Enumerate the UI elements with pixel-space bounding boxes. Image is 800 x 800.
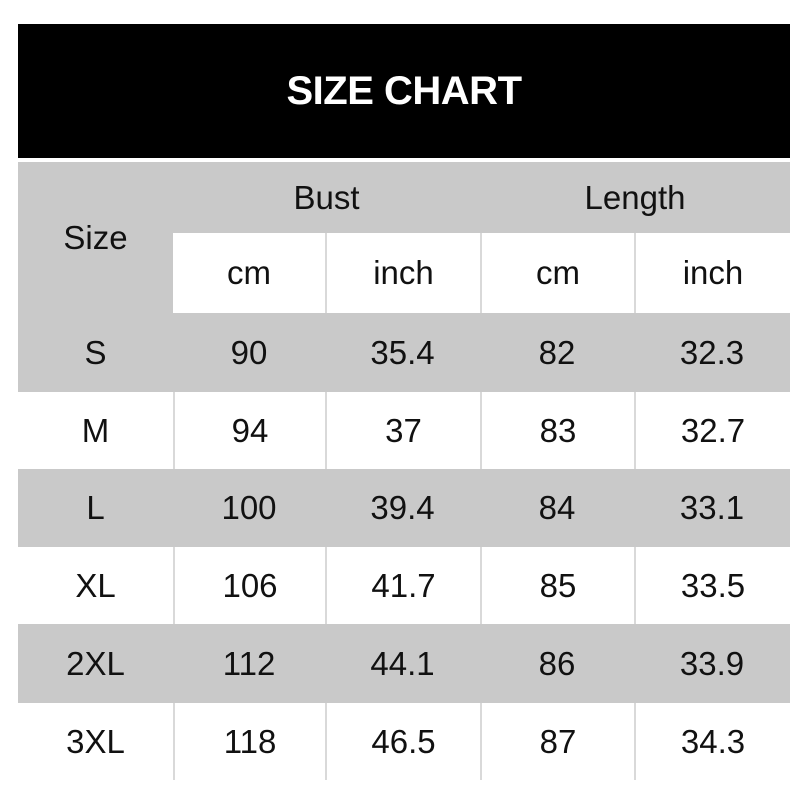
length-inch-value: 33.5 bbox=[634, 547, 790, 624]
bust-cm-value: 112 bbox=[173, 624, 325, 703]
length-cm-value: 84 bbox=[480, 469, 634, 547]
bust-group-header: Bust bbox=[173, 162, 480, 233]
bust-cm-value: 106 bbox=[173, 547, 325, 624]
length-inch-value: 33.9 bbox=[634, 624, 790, 703]
bust-inch-value: 37 bbox=[325, 392, 480, 469]
length-inch-value: 33.1 bbox=[634, 469, 790, 547]
length-cm-value: 85 bbox=[480, 547, 634, 624]
length-inch-unit-header: inch bbox=[634, 233, 790, 313]
bust-inch-value: 44.1 bbox=[325, 624, 480, 703]
size-label: S bbox=[18, 313, 173, 392]
length-cm-unit-header: cm bbox=[480, 233, 634, 313]
size-label: M bbox=[18, 392, 173, 469]
length-cm-value: 83 bbox=[480, 392, 634, 469]
bust-inch-value: 46.5 bbox=[325, 703, 480, 780]
length-inch-value: 32.7 bbox=[634, 392, 790, 469]
bust-cm-value: 94 bbox=[173, 392, 325, 469]
length-inch-value: 32.3 bbox=[634, 313, 790, 392]
length-group-header: Length bbox=[480, 162, 790, 233]
bust-inch-value: 39.4 bbox=[325, 469, 480, 547]
title-banner bbox=[18, 24, 790, 158]
size-label: L bbox=[18, 469, 173, 547]
length-cm-value: 87 bbox=[480, 703, 634, 780]
chart-title: SIZE CHART bbox=[286, 68, 522, 113]
size-table bbox=[18, 162, 790, 780]
size-column-header: Size bbox=[18, 162, 173, 313]
bust-cm-value: 100 bbox=[173, 469, 325, 547]
length-cm-value: 86 bbox=[480, 624, 634, 703]
length-inch-value: 34.3 bbox=[634, 703, 790, 780]
size-label: 2XL bbox=[18, 624, 173, 703]
bust-cm-value: 118 bbox=[173, 703, 325, 780]
bust-inch-unit-header: inch bbox=[325, 233, 480, 313]
bust-inch-value: 35.4 bbox=[325, 313, 480, 392]
bust-cm-unit-header: cm bbox=[173, 233, 325, 313]
size-label: 3XL bbox=[18, 703, 173, 780]
bust-cm-value: 90 bbox=[173, 313, 325, 392]
size-label: XL bbox=[18, 547, 173, 624]
bust-inch-value: 41.7 bbox=[325, 547, 480, 624]
length-cm-value: 82 bbox=[480, 313, 634, 392]
